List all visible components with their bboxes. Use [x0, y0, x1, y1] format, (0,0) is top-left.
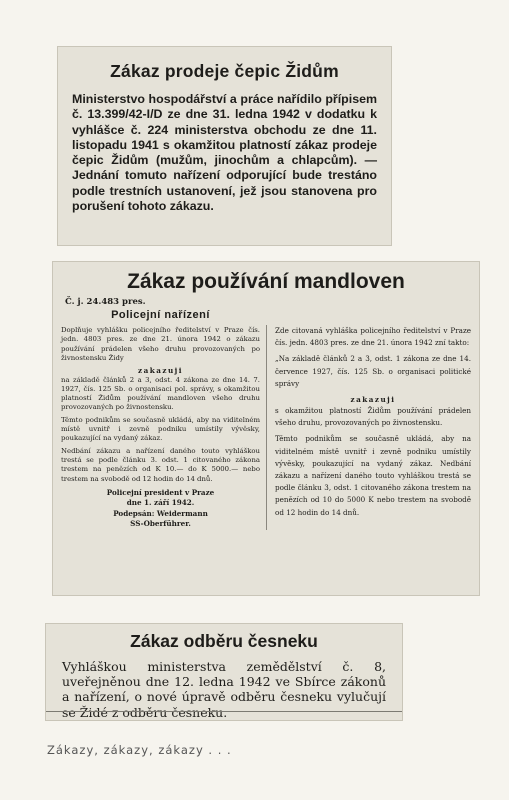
clipping-columns [61, 309, 471, 530]
column-subheading: Policejní nařízení [111, 309, 210, 321]
clipping-body: Vyhláškou ministerstva zemědělství č. 8, uveřejněnou dne 12. ledna 1942 ve Sbírce zákonů a nařízení, o nové úpravě odběru česneku vylučují se Židé z odběru česneku. [62, 659, 386, 720]
signature-block [61, 488, 260, 530]
signature-line: dne 1. září 1942. [126, 498, 195, 508]
signature-line: Podepsán: Weidermann [113, 508, 208, 518]
reference-number: Č. j. 24.483 pres. [65, 297, 146, 307]
paragraph: Doplňuje vyhlášku policejního ředitelství v Praze čís. jedn. 4803 pres. ze dne 21. února 1942 o zákazu používání prádelen všeho druhu provozovaných po živnostensku Židy [61, 326, 260, 362]
decree-word: zakazuji [137, 366, 183, 376]
page-caption: Zákazy, zákazy, zákazy . . . [47, 743, 232, 757]
clipping-mangle-ban [53, 262, 479, 595]
clipping-garlic-ban [46, 624, 402, 720]
paragraph: „Na základě článků 2 a 3, odst. 1 zákona ze dne 14. července 1927, čís. 125 Sb. o organisaci politické správy [275, 354, 471, 388]
signature-line: Policejní president v Praze [106, 487, 215, 497]
left-column [61, 309, 266, 530]
divider [46, 711, 402, 712]
clipping-headline: Zákaz používání mandloven [127, 270, 405, 293]
paragraph: Těmto podnikům se současně ukládá, aby na viditelném místě uvnitř i zevně podniku umístily vývěsky, poukazující na vydaný zákaz. Nedbání zákazu a nařízení daného touto vyhláškou trestá se podle článku 3, odst. 1 citovaného zákona trestem na penězích od 10 do 5000 K nebo trestem na svobodě od 12 hodin do 14 dnů. [275, 434, 471, 517]
clipping-body: Ministerstvo hospodářství a práce nařídilo přípisem č. 13.399/42-I/D ze dne 31. ledna 1942 v dodatku k vyhlášce č. 224 ministerstva obchodu ze dne 11. listopadu 1941 s okamžitou platností zákaz prodeje čepic Židům (mužům, jinochům a chlapcům). — Jednání tomuto nařízení odporující bude trestáno podle trestních ustanovení, jež jsou stanovena pro porušení tohoto zákazu. [72, 92, 377, 214]
decree-word: zakazuji [350, 395, 396, 405]
paragraph: Těmto podnikům se současně ukládá, aby na viditelném místě uvnitř i zevně podniku umístily vývěsky, poukazující na vydaný zákaz. [61, 415, 260, 443]
paragraph: Nedbání zákazu a nařízení daného touto vyhláškou trestá se podle článku 3. odst. 1 citovaného zákona trestem na penězích od K 10.— do K 5000.— nebo trestem na svobodě od 12 hodin do 14 dnů. [61, 446, 260, 483]
paragraph: s okamžitou platností Židům používání prádelen všeho druhu, provozovaných po živnostensku. [275, 406, 471, 428]
clipping-headline: Zákaz prodeje čepic Židům [110, 61, 339, 81]
signature-line: SS-Oberführer. [130, 519, 191, 529]
paragraph: Zde citovaná vyhláška policejního ředitelství v Praze čís. jedn. 4803 pres. ze dne 21. února 1942 zní takto: [275, 326, 471, 348]
paragraph: na základě článků 2 a 3, odst. 4 zákona ze dne 14. 7. 1927, čís. 125 Sb. o organisaci pol. správy, s okamžitou platností Židům používání mandloven všeho druhu provozovaných po živnostensku. [61, 375, 260, 412]
right-column [266, 325, 471, 530]
clipping-headline: Zákaz odběru česneku [130, 631, 318, 651]
clipping-cap-ban [58, 47, 391, 245]
